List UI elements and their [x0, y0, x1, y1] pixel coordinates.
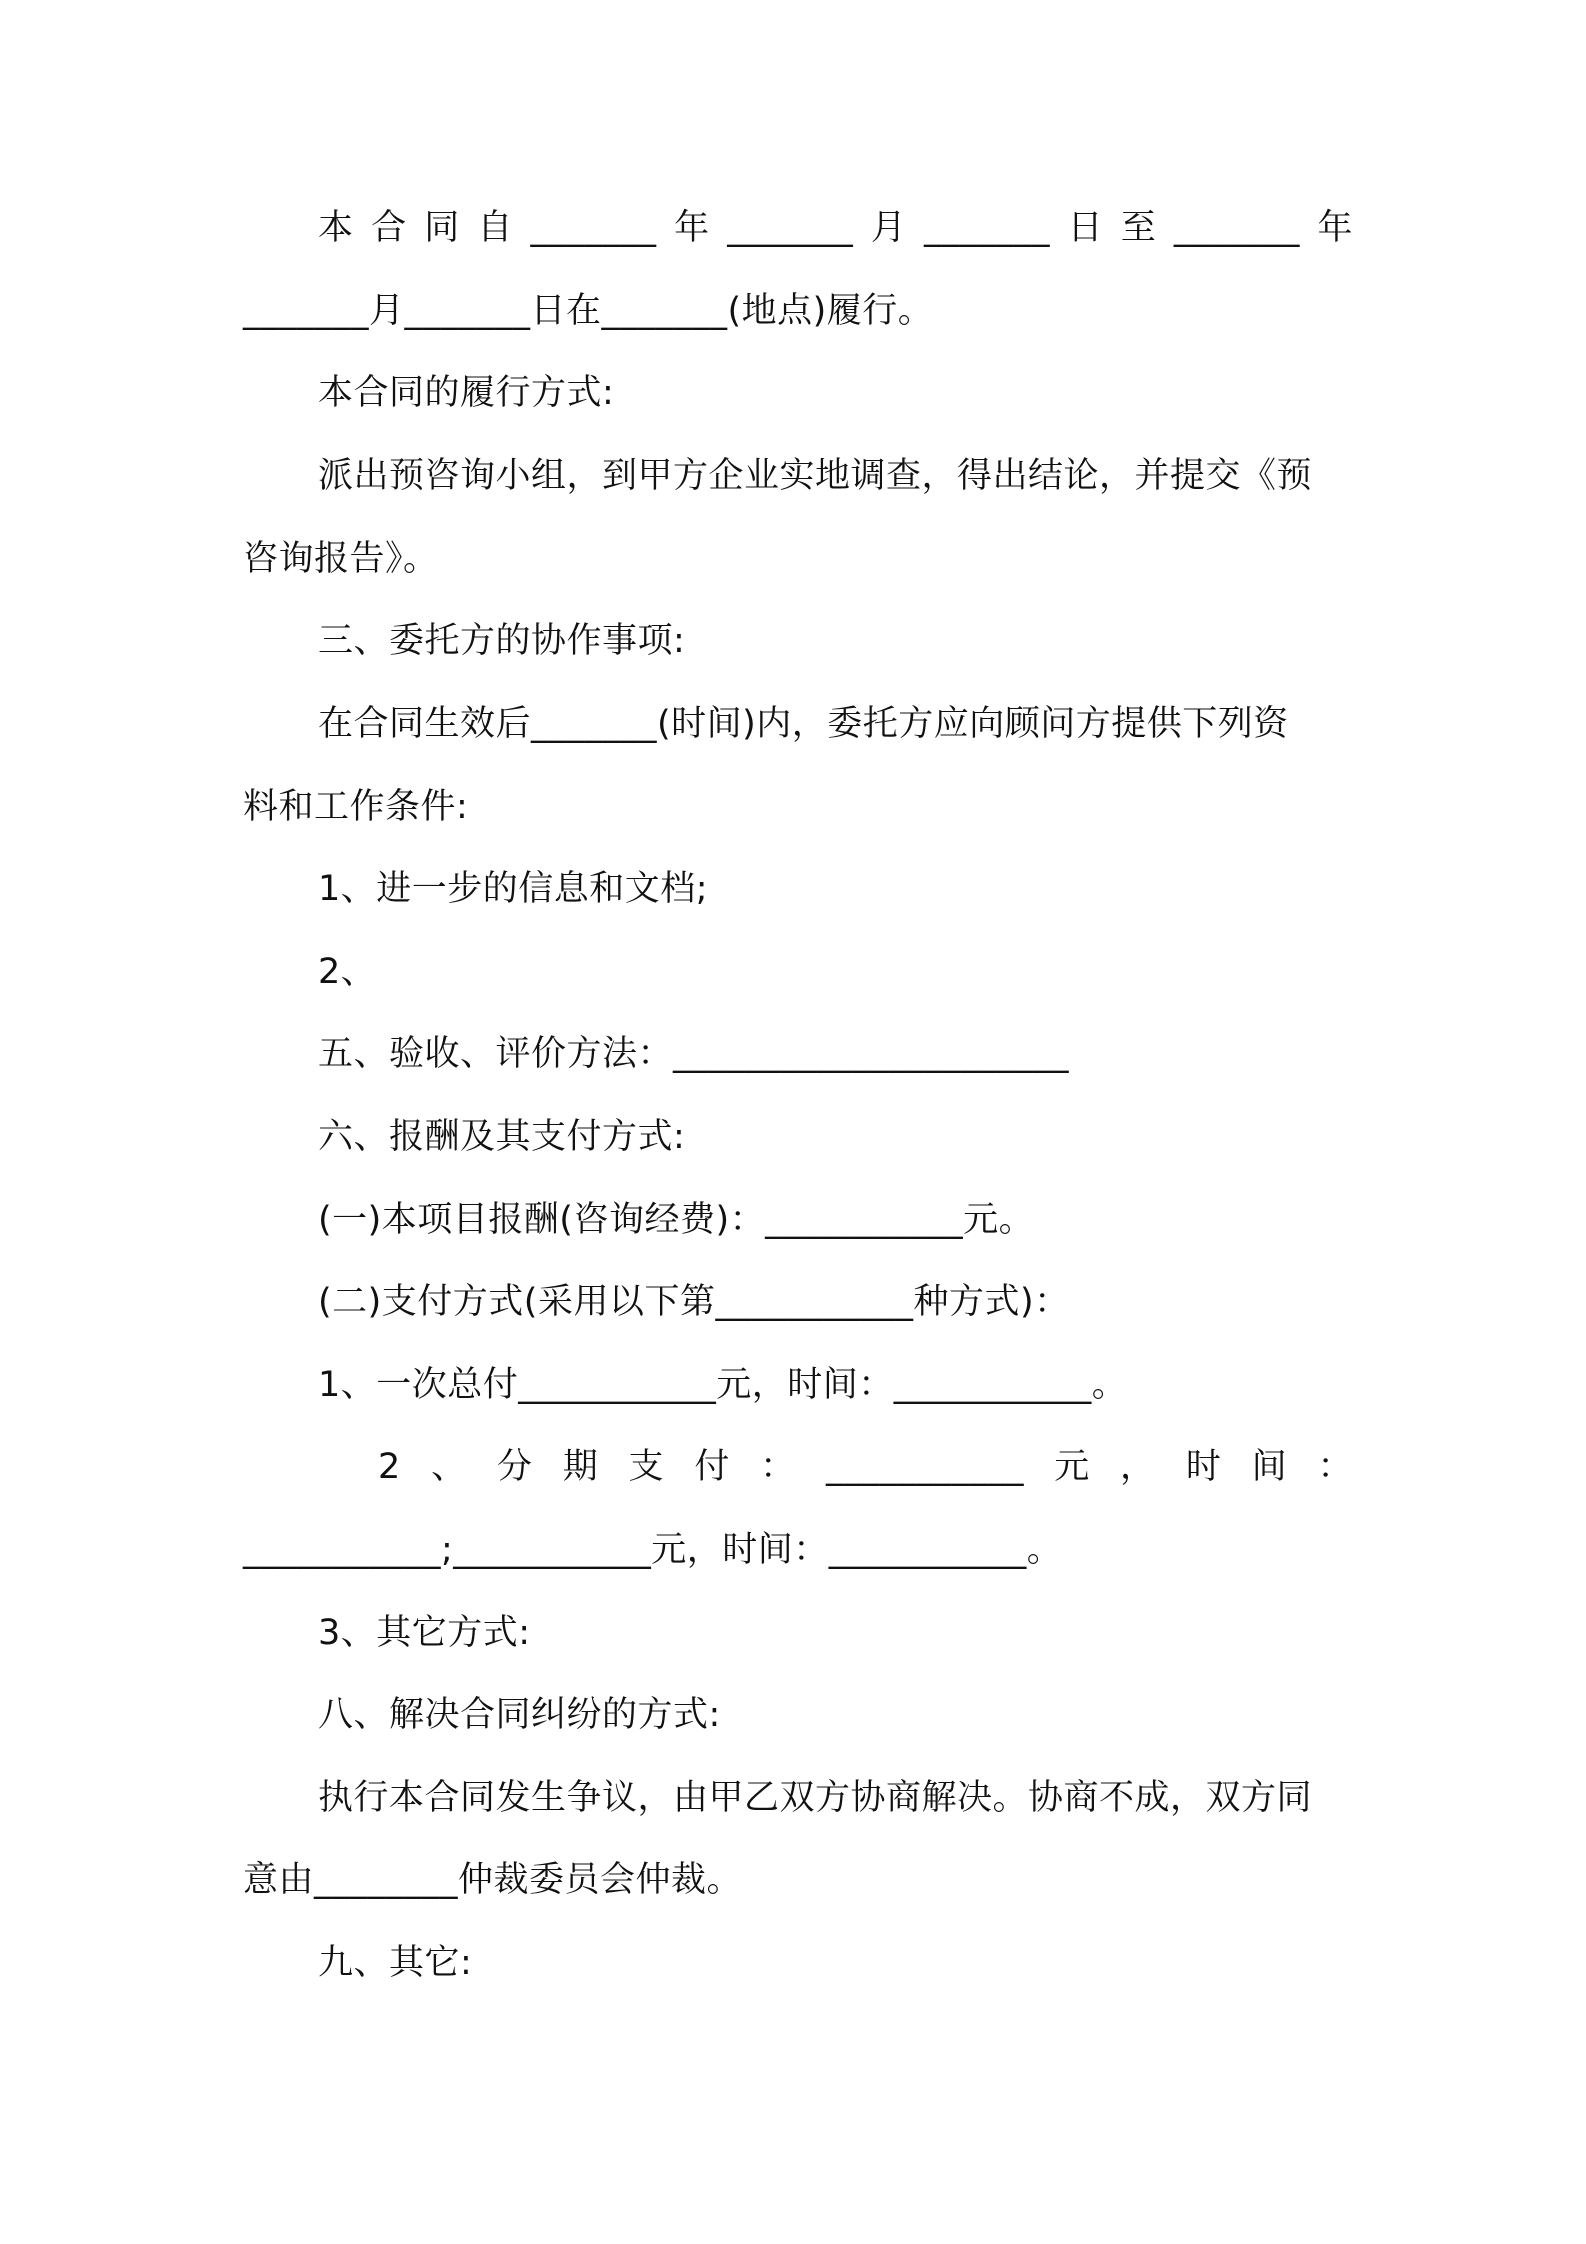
other-method-line: 3、其它方式: — [318, 1613, 531, 1653]
contract-term-line-1: 本合同自_______年_______月_______日至_______年 — [318, 208, 1353, 248]
list-item-1: 1、进一步的信息和文档; — [318, 869, 709, 909]
performance-method-line-1: 派出预咨询小组，到甲方企业实地调查，得出结论，并提交《预 — [318, 456, 1313, 496]
section-6-heading: 六、报酬及其支付方式: — [318, 1117, 686, 1157]
payment-method-line: (二)支付方式(采用以下第___________种方式)： — [318, 1282, 1070, 1322]
fee-line: (一)本项目报酬(咨询经费)：___________元。 — [318, 1200, 1035, 1240]
section-3-line-2: 料和工作条件: — [243, 787, 469, 827]
dispute-line-2: 意由________仲裁委员会仲裁。 — [243, 1860, 743, 1900]
dispute-line-1: 执行本合同发生争议，由甲乙双方协商解决。协商不成，双方同 — [318, 1778, 1313, 1818]
list-item-2: 2、 — [318, 952, 377, 992]
contract-term-line-2: _______月_______日在_______(地点)履行。 — [243, 291, 934, 331]
performance-method-heading: 本合同的履行方式: — [318, 373, 615, 413]
section-3-line-1: 在合同生效后_______(时间)内，委托方应向顾问方提供下列资 — [318, 704, 1289, 744]
section-5-heading: 五、验收、评价方法：______________________ — [318, 1034, 1070, 1074]
performance-method-line-2: 咨询报告》。 — [243, 539, 439, 579]
section-8-heading: 八、解决合同纠纷的方式: — [318, 1695, 721, 1735]
installment-line-2: ___________;___________元，时间：___________。 — [243, 1530, 1063, 1570]
installment-line-1: 2、分期支付：___________元，时间： — [378, 1447, 1353, 1487]
lump-sum-line: 1、一次总付___________元，时间：___________。 — [318, 1365, 1128, 1405]
section-9-heading: 九、其它: — [318, 1943, 473, 1983]
section-3-heading: 三、委托方的协作事项: — [318, 621, 686, 661]
